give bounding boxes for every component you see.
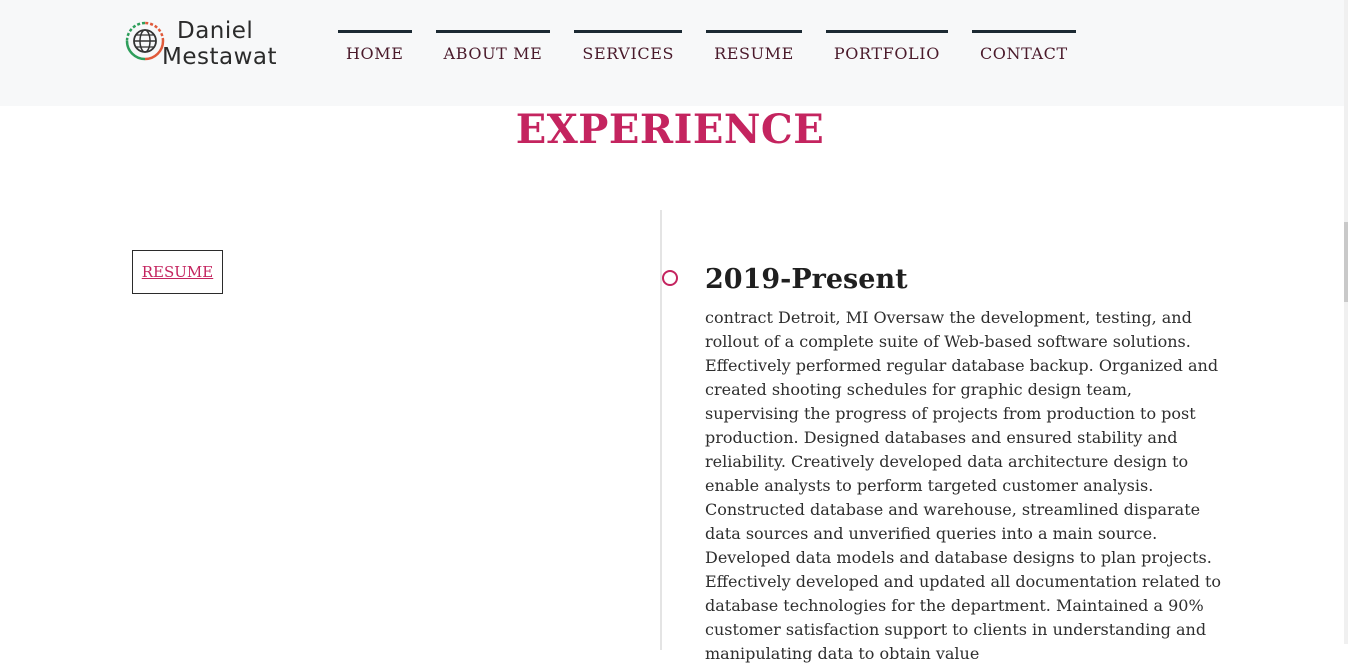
nav-item-contact[interactable]: CONTACT [972, 30, 1076, 70]
page-scrollbar[interactable] [1344, 0, 1348, 644]
scrollbar-thumb[interactable] [1344, 222, 1348, 302]
section-title: EXPERIENCE [515, 106, 825, 153]
brand-name [162, 18, 277, 70]
experience-description: contract Detroit, MI Oversaw the development, testing, and rollout of a complete suite of Web-based software solutions. Effectively performed regular database backup. Organized and created shooting schedules for graphic design team, supervising the progress of projects from production to post production. Designed databases and ensured stability and reliability. Creatively developed data architecture design to enable analysts to perform targeted customer analysis. Constructed database and warehouse, streamlined disparate data sources and unverified queries into a main source. Developed data models and database designs to plan projects. Effectively developed and updated all documentation related to database technologies for the department. Maintained a 90% customer satisfaction support to clients in understanding and manipulating data to obtain value [705, 308, 1222, 663]
nav-item-about-me[interactable]: ABOUT ME [436, 30, 551, 70]
timeline-dot-icon [662, 270, 678, 286]
site-header [0, 0, 1344, 106]
nav-item-home[interactable]: HOME [338, 30, 412, 70]
experience-period: 2019-Present [705, 264, 908, 295]
nav-item-services[interactable]: SERVICES [574, 30, 682, 70]
globe-logo-icon [124, 20, 166, 62]
brand-name-line2: Mestawat [162, 44, 278, 70]
brand-logo[interactable] [124, 18, 284, 74]
resume-download-button[interactable]: RESUME [132, 250, 223, 294]
nav-item-portfolio[interactable]: PORTFOLIO [826, 30, 948, 70]
nav-item-resume[interactable]: RESUME [706, 30, 802, 70]
brand-name-line1: Daniel [177, 18, 254, 44]
main-nav [338, 30, 1100, 70]
